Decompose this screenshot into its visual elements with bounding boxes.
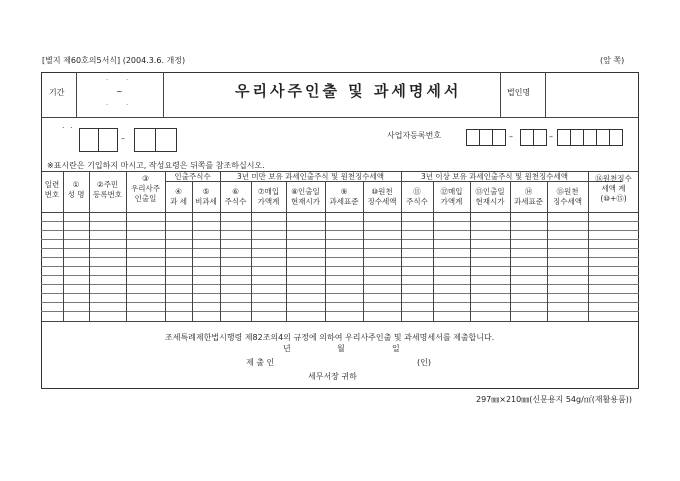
date-month-label: 월 bbox=[337, 344, 345, 353]
mgmt-no-box-3[interactable] bbox=[134, 128, 156, 152]
biz-reg-label: 사업자등록번호 bbox=[387, 131, 442, 140]
submission-statement: 조세특례제한법시행령 제82조의4의 규정에 의하여 우리사주인출 및 과세명세서를 제출합니다. bbox=[165, 333, 495, 342]
grp-shares-header: 인출주식수 bbox=[174, 172, 211, 181]
seal-mark: (인) bbox=[417, 358, 431, 367]
col-u-purchase-header: ⑦매입 가액계 bbox=[257, 187, 280, 206]
paper-spec: 297㎜×210㎜(신문용지 54g/㎡(재활용품)) bbox=[476, 395, 633, 404]
corp-name-label: 법인명 bbox=[507, 88, 531, 97]
addressee: 세무서장 귀하 bbox=[308, 372, 357, 381]
biz-reg-box-3[interactable] bbox=[492, 129, 506, 146]
date-year-label: 년 bbox=[283, 344, 291, 353]
biz-reg-box-10[interactable] bbox=[609, 129, 623, 146]
mgmt-no-box-2[interactable] bbox=[98, 128, 118, 152]
period-label: 기간 bbox=[49, 88, 65, 97]
col-o-purchase-header: ⑫매입 가액계 bbox=[440, 187, 463, 206]
period-dots-bottom: · · bbox=[106, 101, 129, 109]
col-total-header: ⑯원천징수 세액 계 (⑩+⑮) bbox=[595, 174, 632, 203]
biz-reg-dash-2: – bbox=[549, 132, 553, 141]
col-u-tax-header: ⑩원천 징수세액 bbox=[367, 187, 397, 206]
grp-under3-header: 3년 미만 보유 과세인출주식 및 원천징수세액 bbox=[236, 172, 385, 181]
col-o-current-header: ⑬인출일 현재시가 bbox=[475, 187, 505, 206]
corp-name-field[interactable] bbox=[548, 74, 636, 115]
col-seq-header: 일련 번호 bbox=[44, 180, 60, 199]
col-u-current-header: ⑧인출일 현재시가 bbox=[291, 187, 320, 206]
instruction-note: ※표시란은 기입하지 마시고, 작성요령은 뒤쪽를 참조하십시오. bbox=[47, 161, 265, 170]
col-o-qty-header: ⑪ 주식수 bbox=[406, 187, 428, 206]
col-o-tax-header: ⑮원천 징수세액 bbox=[553, 187, 582, 206]
biz-reg-dash-1: – bbox=[509, 132, 513, 141]
biz-reg-box-9[interactable] bbox=[596, 129, 610, 146]
col-rrn-header: ②주민 등록번호 bbox=[93, 180, 122, 199]
mgmt-no-box-1[interactable] bbox=[79, 128, 99, 152]
biz-reg-box-1[interactable] bbox=[466, 129, 480, 146]
col-taxable-header: ④ 과 세 bbox=[170, 187, 187, 206]
grp-over3-header: 3년 이상 보유 과세인출주식 및 원천징수세액 bbox=[420, 172, 569, 181]
biz-reg-box-8[interactable] bbox=[583, 129, 597, 146]
date-day-label: 일 bbox=[392, 344, 400, 353]
biz-reg-box-6[interactable] bbox=[557, 129, 571, 146]
biz-reg-box-4[interactable] bbox=[520, 129, 534, 146]
col-nontax-header: ⑤ 비과세 bbox=[195, 187, 217, 206]
period-separator: ~ bbox=[116, 87, 123, 96]
mgmt-no-dash: – bbox=[121, 134, 125, 143]
mgmt-no-box-4[interactable] bbox=[155, 128, 177, 152]
period-dots-top: · · bbox=[106, 76, 129, 84]
biz-reg-box-5[interactable] bbox=[533, 129, 547, 146]
col-withdraw-date-header: ③ 우리사주 인출일 bbox=[131, 174, 160, 203]
submitter-label: 제 출 인 bbox=[246, 358, 275, 367]
page-side-label: (앞 쪽) bbox=[600, 56, 625, 65]
biz-reg-box-2[interactable] bbox=[479, 129, 493, 146]
form-reference: [별지 제60호의5서식] (2004.3.6. 개정) bbox=[42, 56, 186, 65]
col-u-qty-header: ⑥ 주식수 bbox=[224, 187, 247, 206]
col-u-base-header: ⑨ 과세표준 bbox=[329, 187, 359, 206]
biz-reg-box-7[interactable] bbox=[570, 129, 584, 146]
col-name-header: ① 성 명 bbox=[67, 180, 85, 199]
form-title: 우리사주인출 및 과세명세서 bbox=[235, 82, 462, 100]
col-o-base-header: ⑭ 과세표준 bbox=[514, 187, 543, 206]
